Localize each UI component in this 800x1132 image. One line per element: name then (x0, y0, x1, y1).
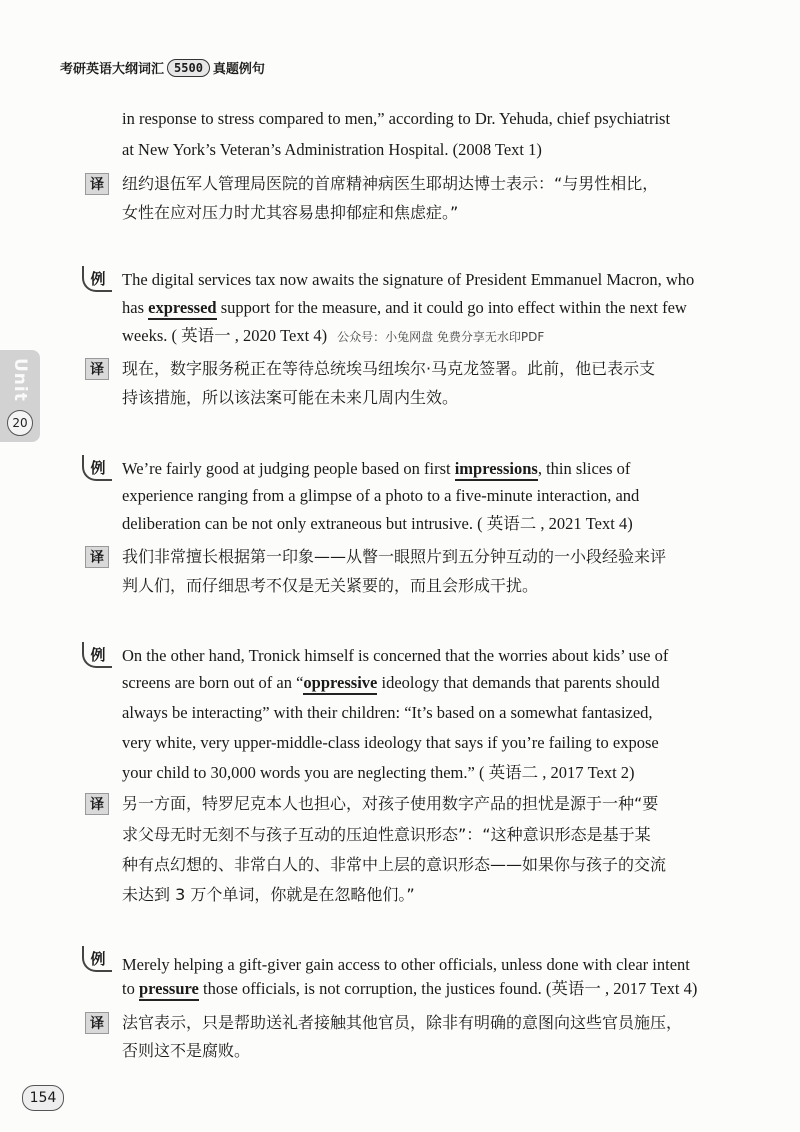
unit-label: Unit (10, 358, 30, 402)
example1-line-2 (122, 296, 687, 320)
example-icon: 例 (82, 946, 112, 972)
example1-source: weeks. ( 英语一 , 2020 Text 4) (122, 326, 328, 345)
header-badge: 5500 (167, 59, 210, 77)
example3-translation-4: 未达到 3 万个单词，你就是在忽略他们。” (122, 885, 415, 904)
example3-line2-after: ideology that demands that parents should (377, 673, 660, 692)
example2-line1-before: We’re fairly good at judging people based on first (122, 459, 455, 478)
translation-icon: 译 (85, 1012, 109, 1034)
example-icon: 例 (82, 642, 112, 668)
example3-line-3: always be interacting” with their children: “It’s based on a somewhat fantasized, (122, 703, 653, 722)
example-icon: 例 (82, 266, 112, 292)
intro-translation-2: 女性在应对压力时尤其容易患抑郁症和焦虑症。” (122, 203, 459, 222)
example-icon: 例 (82, 455, 112, 481)
example2-line-1 (122, 457, 630, 481)
example2-keyword: impressions (455, 459, 538, 481)
example3-line-1: On the other hand, Tronick himself is concerned that the worries about kids’ use of (122, 646, 669, 665)
translation-icon: 译 (85, 546, 109, 568)
example4-line-1: Merely helping a gift-giver gain access to other officials, unless done with clear intent (122, 955, 690, 974)
example4-line-2 (122, 977, 697, 1001)
intro-line-1: in response to stress compared to men,” according to Dr. Yehuda, chief psychiatrist (122, 109, 671, 128)
unit-tab (0, 350, 40, 442)
translation-icon: 译 (85, 173, 109, 195)
example2-translation-1: 我们非常擅长根据第一印象——从瞥一眼照片到五分钟互动的一小段经验来评 (122, 547, 667, 566)
example4-line2-after: those officials, is not corruption, the justices found. (英语一 , 2017 Text 4) (198, 979, 698, 998)
example1-line2-after: support for the measure, and it could go into effect within the next few (216, 298, 687, 317)
translation-icon: 译 (85, 358, 109, 380)
example4-keyword: pressure (139, 979, 199, 1001)
example1-translation-2: 持该措施，所以该法案可能在未来几周内生效。 (122, 388, 459, 407)
example3-keyword: oppressive (303, 673, 377, 695)
example4-line2-before: to (122, 979, 139, 998)
running-header (60, 58, 265, 77)
watermark-text: 公众号：小兔网盘 免费分享无水印PDF (337, 330, 545, 344)
example3-line-2 (122, 671, 660, 695)
page-number: 154 (22, 1085, 64, 1111)
example1-line2-before: has (122, 298, 149, 317)
example3-line-5: your child to 30,000 words you are neglecting them.” ( 英语二 , 2017 Text 2) (122, 763, 635, 782)
example3-translation-1: 另一方面，特罗尼克本人也担心，对孩子使用数字产品的担忧是源于一种“要 (122, 794, 659, 813)
header-title-prefix: 考研英语大纲词汇 (60, 62, 165, 77)
example3-line-4: very white, very upper-middle-class ideology that says if you’re failing to expose (122, 733, 659, 752)
example3-line2-before: screens are born out of an “ (122, 673, 304, 692)
example4-translation-1: 法官表示，只是帮助送礼者接触其他官员，除非有明确的意图向这些官员施压， (122, 1013, 683, 1032)
example3-translation-2: 求父母无时无刻不与孩子互动的压迫性意识形态”：“这种意识形态是基于某 (122, 825, 651, 844)
intro-translation-1: 纽约退伍军人管理局医院的首席精神病医生耶胡达博士表示：“与男性相比， (122, 174, 659, 193)
unit-number: 20 (7, 410, 33, 436)
example1-line-3 (122, 324, 544, 349)
example2-line-3: deliberation can be not only extraneous but intrusive. ( 英语二 , 2021 Text 4) (122, 514, 633, 533)
example1-translation-1: 现在，数字服务税正在等待总统埃马纽埃尔·马克龙签署。此前，他已表示支 (122, 359, 656, 378)
example2-translation-2: 判人们，而仔细思考不仅是无关紧要的，而且会形成干扰。 (122, 576, 539, 595)
example2-line1-after: , thin slices of (537, 459, 631, 478)
header-title-suffix: 真题例句 (212, 62, 265, 77)
example3-translation-3: 种有点幻想的、非常白人的、非常中上层的意识形态——如果你与孩子的交流 (122, 855, 667, 874)
example2-line-2: experience ranging from a glimpse of a photo to a five-minute interaction, and (122, 486, 640, 505)
translation-icon: 译 (85, 793, 109, 815)
intro-line-2: at New York’s Veteran’s Administration Hospital. (2008 Text 1) (122, 140, 542, 159)
example4-translation-2: 否则这不是腐败。 (122, 1041, 251, 1060)
example1-keyword: expressed (148, 298, 216, 320)
example1-line-1: The digital services tax now awaits the signature of President Emmanuel Macron, who (122, 270, 695, 289)
